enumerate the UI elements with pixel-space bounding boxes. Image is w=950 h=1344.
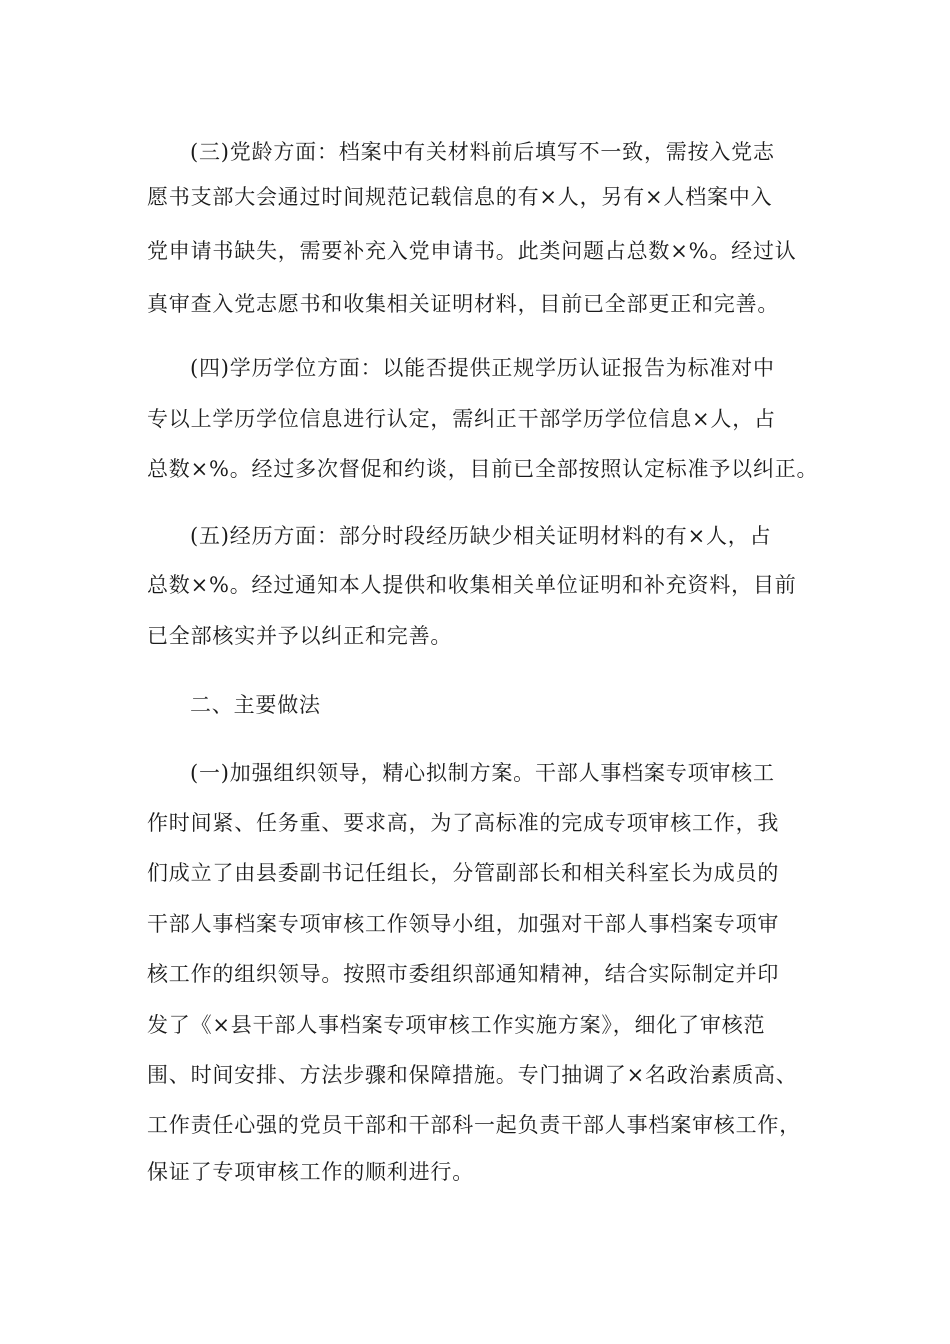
text-line: (五)经历方面：部分时段经历缺少相关证明材料的有×人，占 xyxy=(190,524,772,548)
text-line: 保证了专项审核工作的顺利进行。 xyxy=(147,1160,474,1184)
text-line: (三)党龄方面：档案中有关材料前后填写不一致，需按入党志 xyxy=(190,140,775,164)
text-line: (一)加强组织领导，精心拟制方案。干部人事档案专项审核工 xyxy=(190,761,775,785)
text-line: 真审查入党志愿书和收集相关证明材料，目前已全部更正和完善。 xyxy=(147,292,780,316)
text-line: 核工作的组织领导。按照市委组织部通知精神，结合实际制定并印 xyxy=(147,962,780,986)
text-line: 作时间紧、任务重、要求高，为了高标准的完成专项审核工作，我 xyxy=(147,811,780,835)
text-line: 们成立了由县委副书记任组长，分管副部长和相关科室长为成员的 xyxy=(147,861,780,885)
text-line: 围、时间安排、方法步骤和保障措施。专门抽调了×名政治素质高、 xyxy=(147,1063,798,1087)
text-line: (四)学历学位方面：以能否提供正规学历认证报告为标准对中 xyxy=(190,356,775,380)
text-line: 总数×%。经过多次督促和约谈，目前已全部按照认定标准予以纠正。 xyxy=(147,457,819,481)
text-line: 党申请书缺失，需要补充入党申请书。此类问题占总数×%。经过认 xyxy=(147,239,797,263)
text-line: 工作责任心强的党员干部和干部科一起负责干部人事档案审核工作， xyxy=(147,1113,801,1137)
text-line: 发了《×县干部人事档案专项审核工作实施方案》，细化了审核范 xyxy=(147,1013,766,1037)
text-line: 干部人事档案专项审核工作领导小组，加强对干部人事档案专项审 xyxy=(147,912,780,936)
text-line: 愿书支部大会通过时间规范记载信息的有×人，另有×人档案中入 xyxy=(147,185,773,209)
text-line: 已全部核实并予以纠正和完善。 xyxy=(147,624,453,648)
text-line: 专以上学历学位信息进行认定，需纠正干部学历学位信息×人，占 xyxy=(147,407,776,431)
text-line: 总数×%。经过通知本人提供和收集相关单位证明和补充资料，目前 xyxy=(147,573,797,597)
section-heading: 二、主要做法 xyxy=(190,693,321,717)
